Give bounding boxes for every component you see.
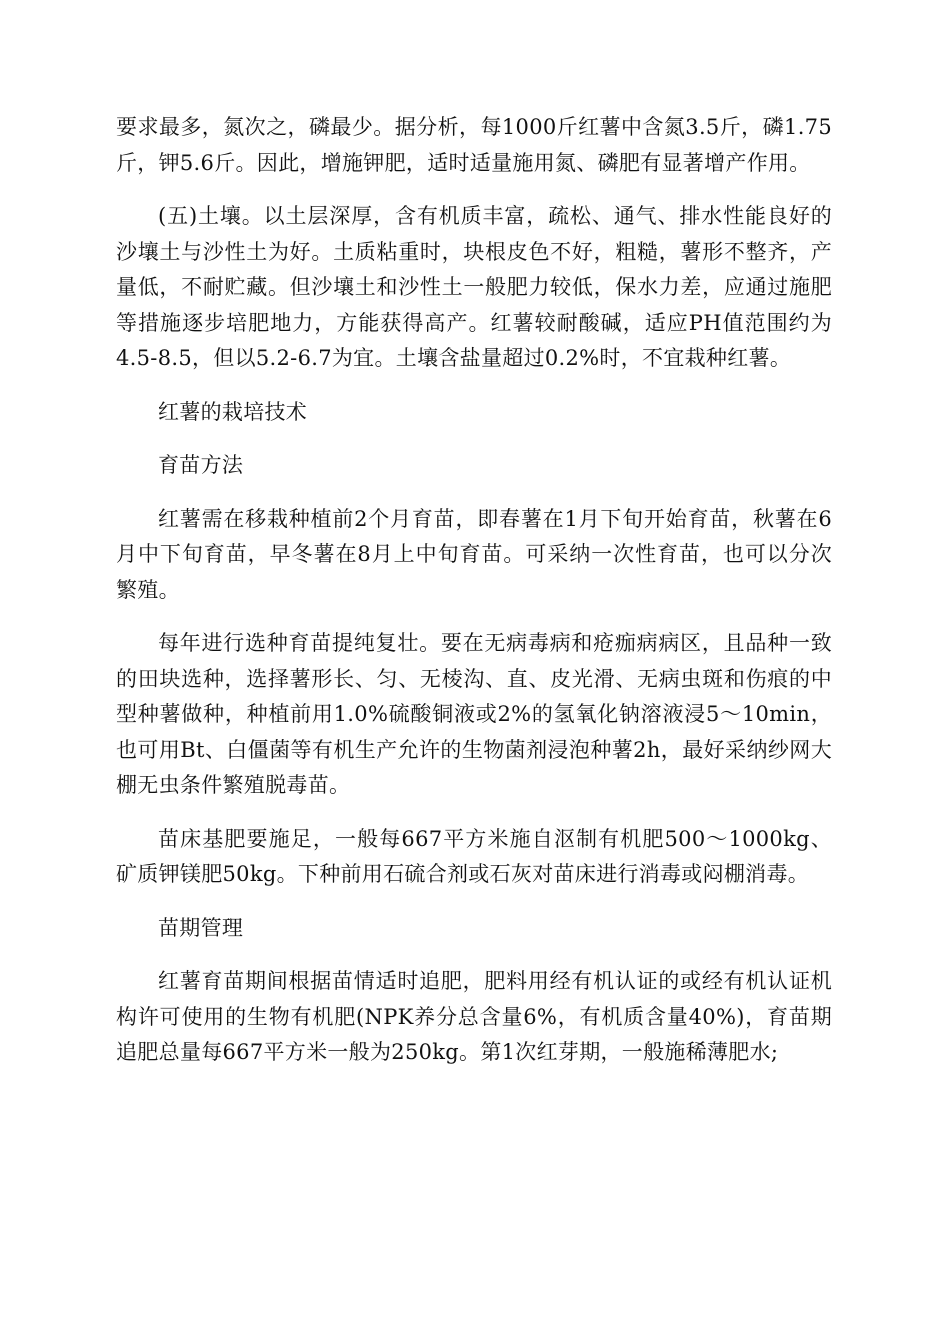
paragraph-seedling-timing: 红薯需在移栽种植前2个月育苗，即春薯在1月下旬开始育苗，秋薯在6月中下旬育苗，早冬薯在8月上中旬育苗。可采纳一次性育苗，也可以分次繁殖。 [116, 506, 832, 602]
section-heading-seedling-management: 苗期管理 [158, 915, 244, 940]
section-heading-seedling-method: 育苗方法 [158, 453, 244, 477]
paragraph-base-fertilizer: 苗床基肥要施足，一般每667平方米施自沤制有机肥500～1000kg、矿质钾镁肥50kg。下种前用石硫合剂或石灰对苗床进行消毒或闷棚消毒。 [116, 826, 832, 886]
paragraph-continuation: 要求最多，氮次之，磷最少。据分析，每1000斤红薯中含氮3.5斤，磷1.75斤，钾5.6斤。因此，增施钾肥，适时适量施用氮、磷肥有显著增产作用。 [116, 115, 832, 175]
paragraph-seed-selection: 每年进行选种育苗提纯复壮。要在无病毒病和疮痂病病区，且品种一致的田块选种，选择薯形长、匀、无棱沟、直、皮光滑、无病虫斑和伤痕的中型种薯做种，种植前用1.0%硫酸铜液或2%的氢氧化钠溶液浸5～10min，也可用Bt、白僵菌等有机生产允许的生物菌剂浸泡种薯2h，最好采纳纱网大棚无虫条件繁殖脱毒苗。 [116, 631, 833, 797]
paragraph-topdressing: 红薯育苗期间根据苗情适时追肥，肥料用经有机认证的或经有机认证机构许可使用的生物有机肥(NPK养分总含量6%，有机质含量40%)，育苗期追肥总量每667平方米一般为250kg。第1次红芽期，一般施稀薄肥水; [116, 969, 832, 1064]
paragraph-soil: (五)土壤。以土层深厚，含有机质丰富，疏松、通气、排水性能良好的沙壤土与沙性土为好。土质粘重时，块根皮色不好，粗糙，薯形不整齐，产量低，不耐贮藏。但沙壤土和沙性土一般肥力较低，保水力差，应通过施肥等措施逐步培肥地力，方能获得高产。红薯较耐酸碱，适应PH值范围约为4.5-8.5，但以5.2-6.7为宜。土壤含盐量超过0.2%时，不宜栽种红薯。 [116, 204, 832, 370]
section-heading-cultivation: 红薯的栽培技术 [158, 399, 308, 424]
